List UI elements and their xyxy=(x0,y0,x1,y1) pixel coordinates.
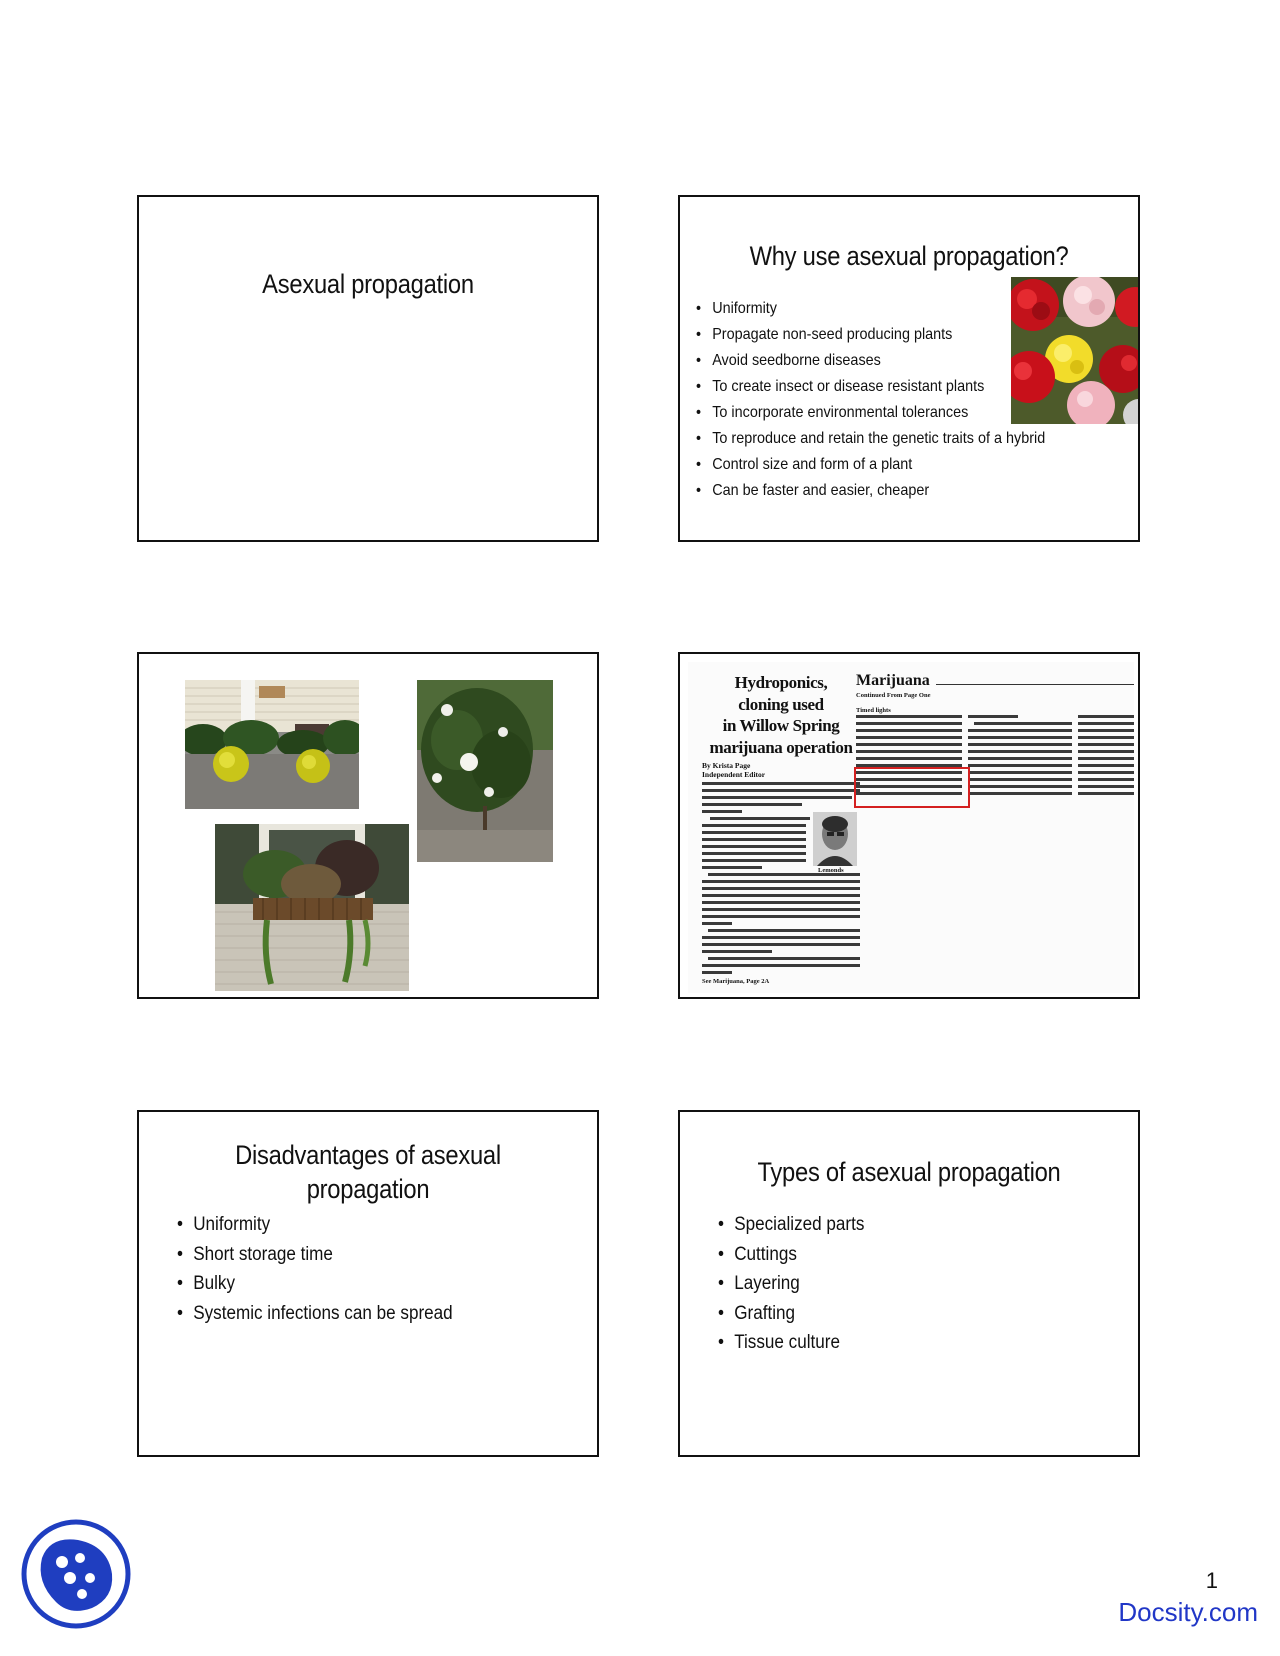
list-item: • Can be faster and easier, cheaper xyxy=(696,480,1045,506)
slide-4 xyxy=(678,652,1140,999)
continued-line: Continued From Page One xyxy=(856,692,931,699)
slide-6 xyxy=(678,1110,1140,1457)
slide-title: Types of asexual propagation xyxy=(757,1157,1061,1187)
article-subhead: Timed lights xyxy=(856,707,891,714)
newspaper-clipping xyxy=(688,662,1134,993)
list-item: • Short storage time xyxy=(177,1242,453,1272)
list-item: • Cuttings xyxy=(718,1242,864,1272)
newspaper-headline xyxy=(702,672,860,758)
list-item: • Grafting xyxy=(718,1301,864,1331)
list-item: • Propagate non-seed producing plants xyxy=(696,324,1045,350)
masthead-rule xyxy=(936,684,1134,685)
white-flowering-shrub-photo xyxy=(417,680,553,862)
byline-role: Independent Editor xyxy=(702,770,766,779)
list-item: • Systemic infections can be spread xyxy=(177,1301,453,1331)
photo-caption: Lemonds xyxy=(818,867,844,874)
headline-line: marijuana operation xyxy=(709,737,853,757)
slide-1 xyxy=(137,195,599,542)
docsity-link[interactable]: Docsity.com xyxy=(1118,1597,1258,1627)
docsity-logo-icon[interactable] xyxy=(20,1518,132,1630)
shrubs-with-yellow-mums-photo xyxy=(185,680,359,809)
headline-line: in Willow Spring xyxy=(722,716,840,735)
slide-3 xyxy=(137,652,599,999)
slide-title: Why use asexual propagation? xyxy=(749,241,1069,271)
headline-line: cloning used xyxy=(738,694,824,714)
page-number: 1 xyxy=(1205,1568,1218,1593)
highlight-box xyxy=(854,767,970,808)
title-line: Disadvantages of asexual xyxy=(235,1140,501,1170)
window-box-planter-photo xyxy=(215,824,409,991)
portrait-photo xyxy=(813,812,857,866)
bullet-list xyxy=(696,298,1084,506)
headline-line: Hydroponics, xyxy=(734,673,828,692)
slide-title xyxy=(166,1138,569,1206)
slide-title: Asexual propagation xyxy=(262,269,474,299)
slide-5 xyxy=(137,1110,599,1457)
list-item: • To reproduce and retain the genetic traits of a hybrid xyxy=(696,428,1045,454)
list-item: • Control size and form of a plant xyxy=(696,454,1045,480)
newspaper-masthead: Marijuana xyxy=(856,672,930,689)
list-item: • Avoid seedborne diseases xyxy=(696,350,1045,376)
list-item: • Uniformity xyxy=(177,1212,453,1242)
jump-line: See Marijuana, Page 2A xyxy=(702,978,770,985)
newspaper-byline xyxy=(702,761,765,779)
byline-name: By Krista Page xyxy=(702,761,751,770)
bullet-list xyxy=(177,1212,483,1330)
list-item: • Specialized parts xyxy=(718,1212,864,1242)
bullet-list xyxy=(718,1212,881,1360)
list-item: • Tissue culture xyxy=(718,1330,864,1360)
list-item: • To create insect or disease resistant plants xyxy=(696,376,1045,402)
article-text-column xyxy=(702,782,860,974)
list-item: • To incorporate environmental tolerances xyxy=(696,402,1045,428)
title-line: propagation xyxy=(306,1174,430,1204)
list-item: • Layering xyxy=(718,1271,864,1301)
list-item: • Uniformity xyxy=(696,298,1045,324)
list-item: • Bulky xyxy=(177,1271,453,1301)
slide-2 xyxy=(678,195,1140,542)
